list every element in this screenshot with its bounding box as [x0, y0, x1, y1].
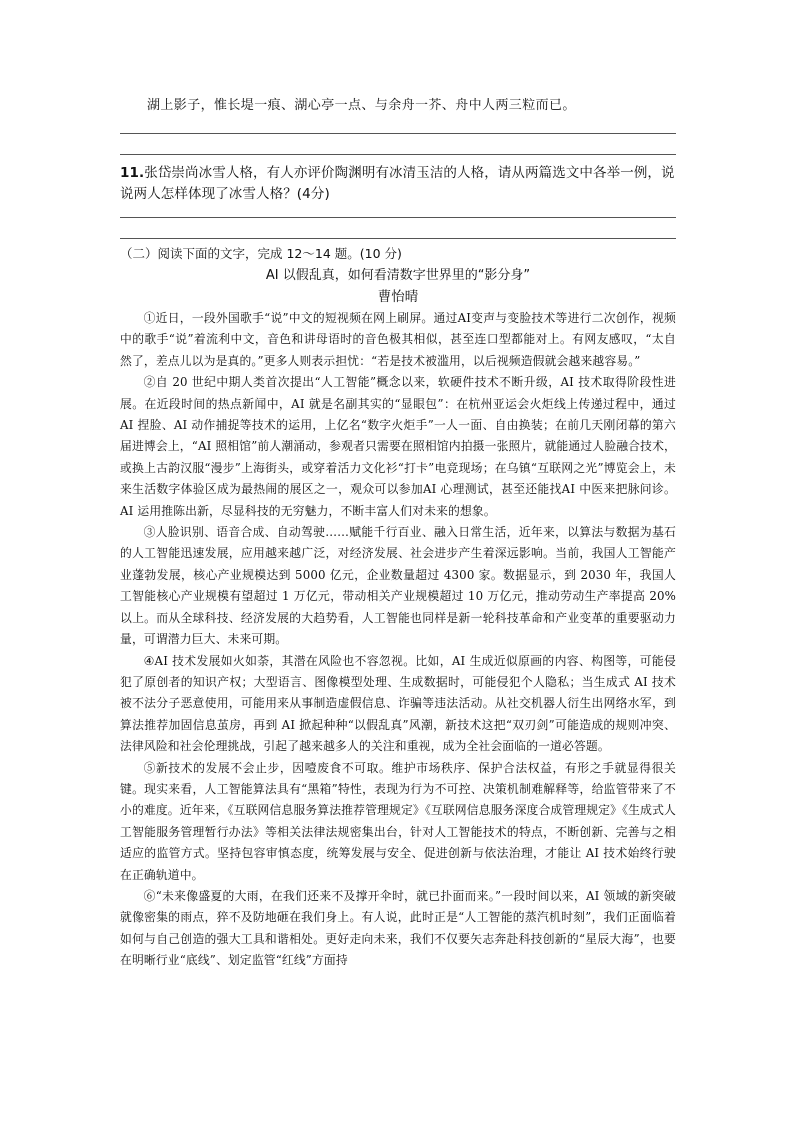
section-heading: （二）阅读下面的文字，完成 12～14 题。(10 分): [120, 246, 402, 261]
answer-line: [120, 238, 676, 239]
answer-line: [120, 154, 676, 155]
paragraph-2: ②自 20 世纪中期人类首次提出“人工智能”概念以来，软硬件技术不断升级，AI 技术取得阶段性进展。在近段时间的热点新闻中，AI 就是名副其实的“显眼包”：在杭州亚运会火炬线上传递过程中，通过AI 捏脸、AI 动作捕捉等技术的运用，上亿名“数字火炬手”一人一面、自由换装；在前几天刚闭幕的第六届进博会上，“AI 照相馆”前人潮涌动，参观者只需要在照相馆内拍摄一张照片，就能通过人脸融合技术，或换上古韵汉服“漫步”上海街头，或穿着活力文化衫“打卡”电竞现场；在乌镇“互联网之光”博览会上，未来生活数字体验区成为最热闹的展区之一，观众可以参加AI 心理测试，甚至还能找AI 中医来把脉问诊。AI 运用推陈出新，尽显科技的无穷魅力，不断丰富人们对未来的想象。: [120, 375, 676, 518]
article-title: AI 以假乱真，如何看清数字世界里的“影分身”: [265, 268, 531, 283]
article-body: [120, 308, 676, 972]
paragraph-5: ⑤新技术的发展不会止步，因噎废食不可取。维护市场秩序、保护合法权益，有形之手就显得很关键。现实来看，人工智能算法具有“黑箱”特性，表现为行为不可控、决策机制难解释等，给监管带来了不小的难度。近年来，《互联网信息服务算法推荐管理规定》《互联网信息服务深度合成管理规定》《生成式人工智能服务管理暂行办法》等相关法律法规密集出台，针对人工智能技术的特点，不断创新、完善与之相适应的监管方式。坚持包容审慎态度，统筹发展与安全、促进创新与依法治理，才能让 AI 技术始终行驶在正确轨道中。: [120, 760, 676, 882]
paragraph-3: ③人脸识别、语音合成、自动驾驶……赋能千行百业、融入日常生活，近年来，以算法与数据为基石的人工智能迅速发展，应用越来越广泛，对经济发展、社会进步产生着深远影响。当前，我国人工智能产业蓬勃发展，核心产业规模达到 5000 亿元，企业数量超过 4300 家。数据显示，到 2030 年，我国人工智能核心产业规模有望超过 1 万亿元，带动相关产业规模超过 10 万亿元，推动劳动生产率提高 20%以上。而从全球科技、经济发展的大趋势看，人工智能也同样是新一轮科技革命和产业变革的重要驱动力量，可谓潜力巨大、未来可期。: [120, 525, 676, 647]
quote-line: 湖上影子，惟长堤一痕、湖心亭一点、与余舟一芥、舟中人两三粒而已。: [147, 98, 576, 113]
paragraph-4: ④AI 技术发展如火如荼，其潜在风险也不容忽视。比如，AI 生成近似原画的内容、构图等，可能侵犯了原创者的知识产权；大型语言、图像模型处理、生成数据时，可能侵犯个人隐私；当生成式 AI 技术被不法分子恶意使用，可能用来从事制造虚假信息、诈骗等违法活动。从社交机器人衍生出网络水军，到算法推荐加固信息茧房，再到 AI 掀起种种“以假乱真”风潮，新技术这把“双刃剑”可能造成的规则冲突、法律风险和社会伦理挑战，引起了越来越多人的关注和重视，成为全社会面临的一道必答题。: [120, 653, 676, 754]
paragraph-6: ⑥“未来像盛夏的大雨，在我们还来不及撑开伞时，就已扑面而来。”一段时间以来，AI 领域的新突破就像密集的雨点，猝不及防地砸在我们身上。有人说，此时正是“人工智能的蒸汽机时刻”，我们正面临着如何与自己创造的强大工具和谐相处。更好走向未来，我们不仅要矢志奔赴科技创新的“星辰大海”，也要在明晰行业“底线”、划定监管“红线”方面持: [120, 888, 676, 968]
article-author: 曹怡晴: [377, 289, 419, 305]
paragraph-1: ①近日，一段外国歌手“说”中文的短视频在网上刷屏。通过AI变声与变脸技术等进行二次创作，视频中的歌手“说”着流利中文，音色和讲母语时的音色极其相似，甚至连口型都能对上。有网友感叹，“太自然了，差点儿以为是真的。”更多人则表示担忧：“若是技术被滥用，以后视频造假就会越来越容易。”: [120, 311, 676, 368]
question-11: [120, 163, 676, 205]
answer-line: [120, 133, 676, 134]
question-number: 11.: [120, 165, 145, 181]
question-text: 张岱崇尚冰雪人格，有人亦评价陶渊明有冰清玉洁的人格，请从两篇选文中各举一例，说说两人怎样体现了冰雪人格？(4分): [120, 165, 675, 202]
answer-line: [120, 217, 676, 218]
